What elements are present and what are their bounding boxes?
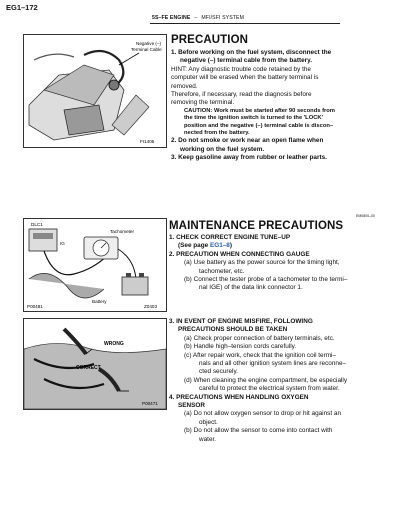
fig3-code: P00471 bbox=[142, 401, 158, 406]
maint-item2a-line2: tachometer, etc. bbox=[199, 267, 245, 275]
figure-cord-handling bbox=[23, 318, 167, 410]
maintenance-body-top bbox=[169, 234, 393, 293]
maint-item3-line1: 3. IN EVENT OF ENGINE MISFIRE, FOLLOWING bbox=[169, 318, 313, 325]
fig2-code-right: Z0403 bbox=[144, 304, 158, 309]
fig2-battery-label: Battery bbox=[92, 299, 107, 304]
section-header bbox=[152, 15, 244, 21]
caution-line2: the time the ignition switch is turned to the 'LOCK' bbox=[184, 115, 323, 122]
battery-terminal-illustration bbox=[24, 35, 166, 147]
precaution-item1-line1: 1. Before working on the fuel system, disconnect the bbox=[171, 49, 332, 56]
maint-item4-line2: SENSOR bbox=[178, 402, 205, 410]
maint-item2b-line2: nal IGE) of the data link connector 1. bbox=[199, 284, 303, 292]
precaution-item1-line2: negative (–) terminal cable from the battery. bbox=[180, 57, 312, 65]
maint-item1-prefix: (See page bbox=[178, 242, 210, 250]
section-name: 5S–FE ENGINE bbox=[152, 15, 191, 21]
section-separator: – bbox=[194, 15, 198, 21]
fig1-code: FI1405 bbox=[140, 139, 155, 144]
precaution-therefore-line2: removing the terminal. bbox=[171, 99, 235, 107]
precaution-therefore-line1: Therefore, if necessary, read the diagnosis before bbox=[171, 91, 312, 99]
header-rule bbox=[150, 23, 340, 24]
subsection-name: MFI/SFI SYSTEM bbox=[201, 15, 245, 21]
fig2-code-left: P00481 bbox=[27, 304, 43, 309]
fig2-dlc-label: DLC1 bbox=[31, 222, 43, 227]
page-id: EG1–172 bbox=[6, 3, 38, 12]
precaution-hint-line1: HINT: Any diagnostic trouble code retained by the bbox=[171, 65, 311, 73]
maint-item4a-line1: (a) Do not allow oxygen sensor to drop or hit against an bbox=[184, 410, 342, 418]
precaution-item2-line1: 2. Do not smoke or work near an open flame when bbox=[171, 137, 324, 145]
precaution-caution bbox=[171, 108, 393, 138]
precaution-body bbox=[171, 49, 393, 163]
fig1-label-line1: Negative (–) bbox=[136, 41, 162, 46]
maint-item1-line1: 1. CHECK CORRECT ENGINE TUNE–UP bbox=[169, 234, 291, 241]
maint-item4b-line2: water. bbox=[199, 435, 217, 443]
caution-line3: position and the negative (–) terminal cable is discon– bbox=[184, 122, 334, 129]
maint-item4b-line1: (b) Do not allow the sensor to come into contact with bbox=[184, 427, 333, 435]
maint-item2b-line1: (b) Connect the tester probe of a tachometer to the termi– bbox=[184, 276, 348, 284]
precaution-item3: 3. Keep gasoline away from rubber or leather parts. bbox=[171, 154, 327, 162]
maint-item3c-line3: cted securely. bbox=[199, 368, 238, 376]
fig1-label-line2: Terminal Cable bbox=[131, 47, 162, 52]
maint-item3c-line1: (c) After repair work, check that the ignition coil termi– bbox=[184, 351, 337, 359]
maint-item3a: (a) Check proper connection of battery terminals, etc. bbox=[184, 334, 335, 342]
maint-item2a-line1: (a) Use battery as the power source for the timing light, bbox=[184, 259, 340, 267]
maintenance-code: EM0800–00 bbox=[356, 214, 375, 218]
maint-item1-suffix: ) bbox=[229, 242, 233, 250]
fig2-ig-label: IG bbox=[60, 241, 65, 246]
maint-item4a-line2: object. bbox=[199, 418, 218, 426]
maint-item2: 2. PRECAUTION WHEN CONNECTING GAUGE bbox=[169, 250, 310, 258]
precaution-title: PRECAUTION bbox=[171, 34, 249, 46]
caution-line4: nected from the battery. bbox=[184, 130, 250, 137]
maint-item3b: (b) Handle high–tension cords carefully. bbox=[184, 343, 297, 351]
caution-line1: CAUTION: Work must be started after 90 seconds from bbox=[184, 107, 335, 114]
tachometer-illustration bbox=[24, 219, 166, 311]
maint-item3d-line1: (d) When cleaning the engine compartment, be especially bbox=[184, 376, 348, 384]
precaution-item2-line2: working on the fuel system. bbox=[180, 145, 265, 153]
cord-handling-illustration bbox=[24, 319, 166, 409]
precaution-hint-line2: computer will be erased when the battery terminal is bbox=[171, 74, 319, 82]
fig2-tach-label: Tachometer bbox=[110, 229, 134, 234]
maint-item3d-line2: careful to protect the electrical system from water. bbox=[199, 385, 340, 393]
page-ref-link[interactable]: EG1–8 bbox=[209, 242, 230, 250]
fig3-wrong-label: WRONG bbox=[104, 341, 124, 347]
maint-item4-line1: 4. PRECAUTIONS WHEN HANDLING OXYGEN bbox=[169, 393, 309, 401]
precaution-hint-line3: removed. bbox=[171, 82, 198, 90]
fig3-correct-label: CORRECT bbox=[76, 365, 101, 371]
maintenance-title: MAINTENANCE PRECAUTIONS bbox=[169, 220, 344, 232]
maint-item3-line2: PRECAUTIONS SHOULD BE TAKEN bbox=[178, 326, 288, 334]
figure-tachometer-connection bbox=[23, 218, 167, 312]
maint-item1-line2 bbox=[169, 242, 393, 250]
maintenance-body-bottom bbox=[169, 318, 393, 444]
maint-item3c-line2: nals and all other ignition system lines are reconne– bbox=[199, 360, 347, 368]
figure-battery-terminal bbox=[23, 34, 167, 148]
